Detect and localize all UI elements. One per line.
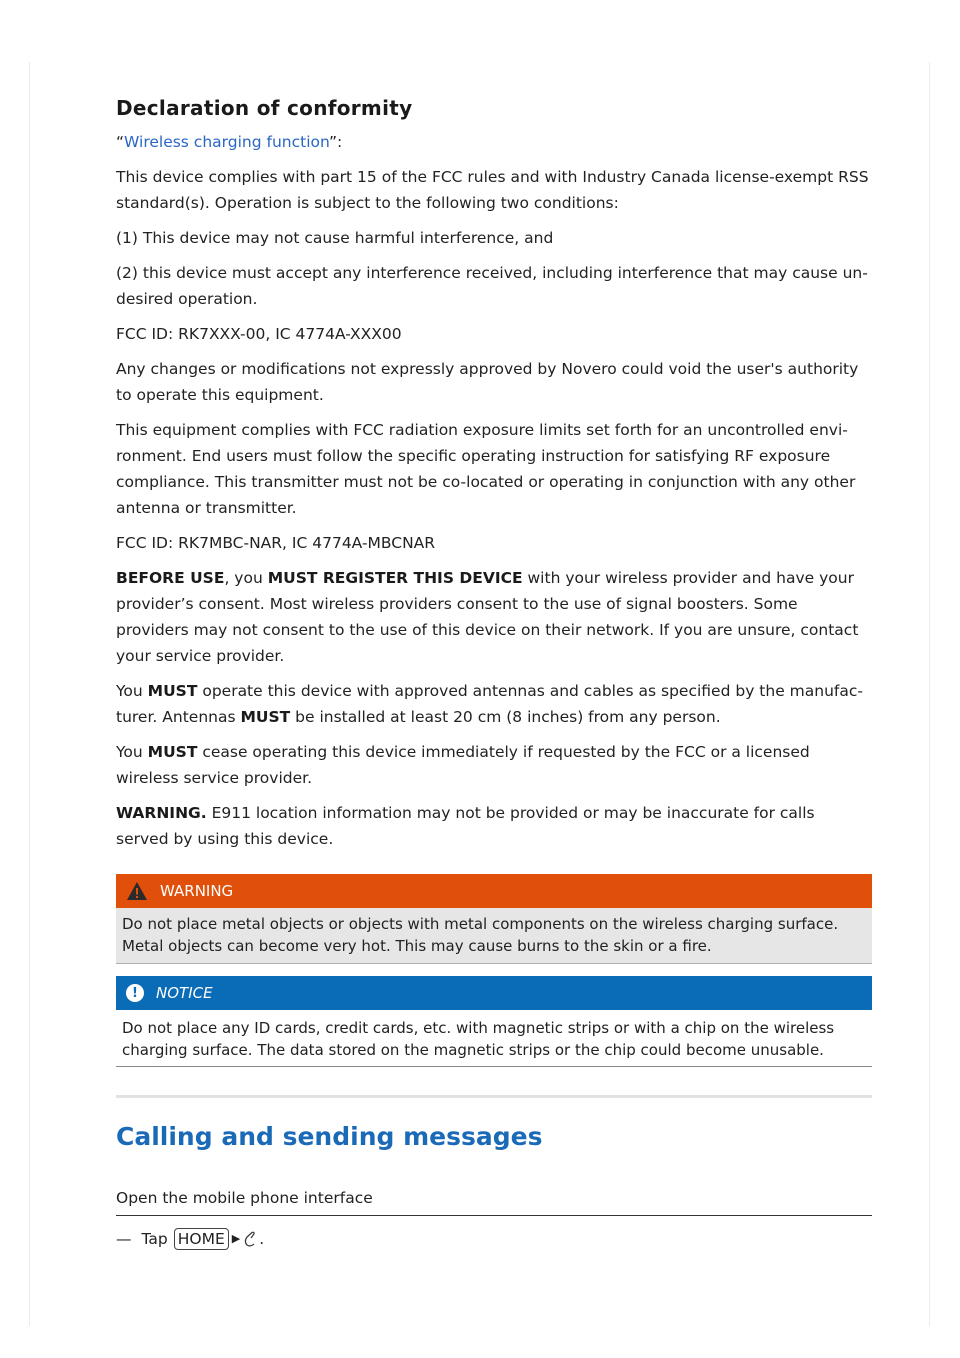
paragraph-fcc-id-2: FCC ID: RK7MBC-NAR, IC 4774A-MBCNAR: [116, 534, 436, 552]
right-triangle-icon: ▶: [231, 1232, 241, 1245]
step-dash: —: [116, 1230, 132, 1248]
quote-close: ”:: [328, 133, 343, 151]
warning-box-header: [116, 874, 872, 908]
page-content: [116, 96, 872, 1250]
notice-text: Do not place any ID cards, credit cards, etc. with magnetic strips or with a chip on the wireless charging surface. The data stored on the magnetic strips or the chip could become unusable.: [122, 1019, 835, 1059]
procedure-step: [116, 1228, 872, 1250]
bold-must: MUST: [240, 708, 291, 726]
bold-must-register: MUST REGISTER THIS DEVICE: [267, 569, 523, 587]
paragraph-fcc-id-1: FCC ID: RK7XXX-00, IC 4774A-XXX00: [116, 325, 402, 343]
page-margin-rule-left: [29, 62, 30, 1326]
text-segment: operate this device with approved antennas and cables as specified by the manufacturer. Antennas: [116, 682, 863, 726]
notice-label: NOTICE: [156, 984, 213, 1002]
warning-box: [116, 874, 872, 964]
wireless-charging-reference: [116, 129, 872, 155]
section-divider: [116, 1095, 872, 1098]
paragraph-before-use: [116, 565, 872, 669]
paragraph-e911-warning: [116, 800, 872, 852]
text-segment: cease operating this device immediately if requested by the FCC or a licensed wireless service provider.: [116, 743, 810, 787]
notice-box: [116, 976, 872, 1067]
section-title: Declaration of conformity: [116, 96, 413, 120]
quote-open: “: [116, 133, 125, 151]
text-segment: You: [116, 743, 148, 761]
notice-box-header: [116, 976, 872, 1010]
paragraph-condition-1: (1) This device may not cause harmful interference, and: [116, 229, 554, 247]
text-segment: You: [116, 682, 148, 700]
warning-triangle-icon: [126, 881, 148, 901]
warning-box-body: [116, 908, 872, 964]
text-segment: be installed at least 20 cm (8 inches) from any person.: [290, 708, 721, 726]
paragraph-fcc-part15: This device complies with part 15 of the FCC rules and with Industry Canada license-exempt RSS standard(s). Operation is subject to the following two conditions:: [116, 168, 869, 212]
bold-must: MUST: [147, 743, 198, 761]
paragraph-condition-2: (2) this device must accept any interference received, including interference that may cause undesired operation.: [116, 264, 868, 308]
paragraph-antennas: [116, 678, 872, 730]
exclamation-circle-icon: !: [126, 984, 144, 1002]
warning-label: WARNING: [160, 882, 234, 900]
procedure-title: Open the mobile phone interface: [116, 1187, 872, 1216]
warning-text: Do not place metal objects or objects with metal components on the wireless charging surface. Metal objects can become very hot. This may cause burns to the skin or a fire.: [122, 915, 839, 955]
phone-handset-icon: [243, 1231, 259, 1247]
bold-must: MUST: [147, 682, 198, 700]
paragraph-modifications: Any changes or modifications not expressly approved by Novero could void the user's authority to operate this equipment.: [116, 360, 859, 404]
notice-box-body: [116, 1010, 872, 1067]
wireless-charging-link[interactable]: Wireless charging function: [124, 133, 329, 151]
home-key-button[interactable]: HOME: [174, 1228, 229, 1250]
chapter-title: Calling and sending messages: [116, 1122, 543, 1151]
bold-before-use: BEFORE USE: [116, 569, 225, 587]
text-segment: with your wireless provider and have your provider’s consent. Most wireless providers consent to the use of signal boosters. Some providers may not consent to the use of this device on their network. If you are unsure, contact your service provider.: [116, 569, 859, 665]
text-segment: E911 location information may not be provided or may be inaccurate for calls served by using this device.: [116, 804, 815, 848]
paragraph-cease-operating: [116, 739, 872, 791]
bold-warning: WARNING.: [116, 804, 207, 822]
step-suffix: .: [259, 1230, 265, 1248]
step-prefix: Tap: [141, 1230, 168, 1248]
page-margin-rule-right: [929, 62, 930, 1326]
text-segment: , you: [224, 569, 268, 587]
paragraph-rf-exposure: This equipment complies with FCC radiation exposure limits set forth for an uncontrolled environment. End users must follow the specific operating instruction for satisfying RF exposure compliance. This transmitter must not be co-located or operating in conjunction with any other antenna or transmitter.: [116, 421, 856, 517]
